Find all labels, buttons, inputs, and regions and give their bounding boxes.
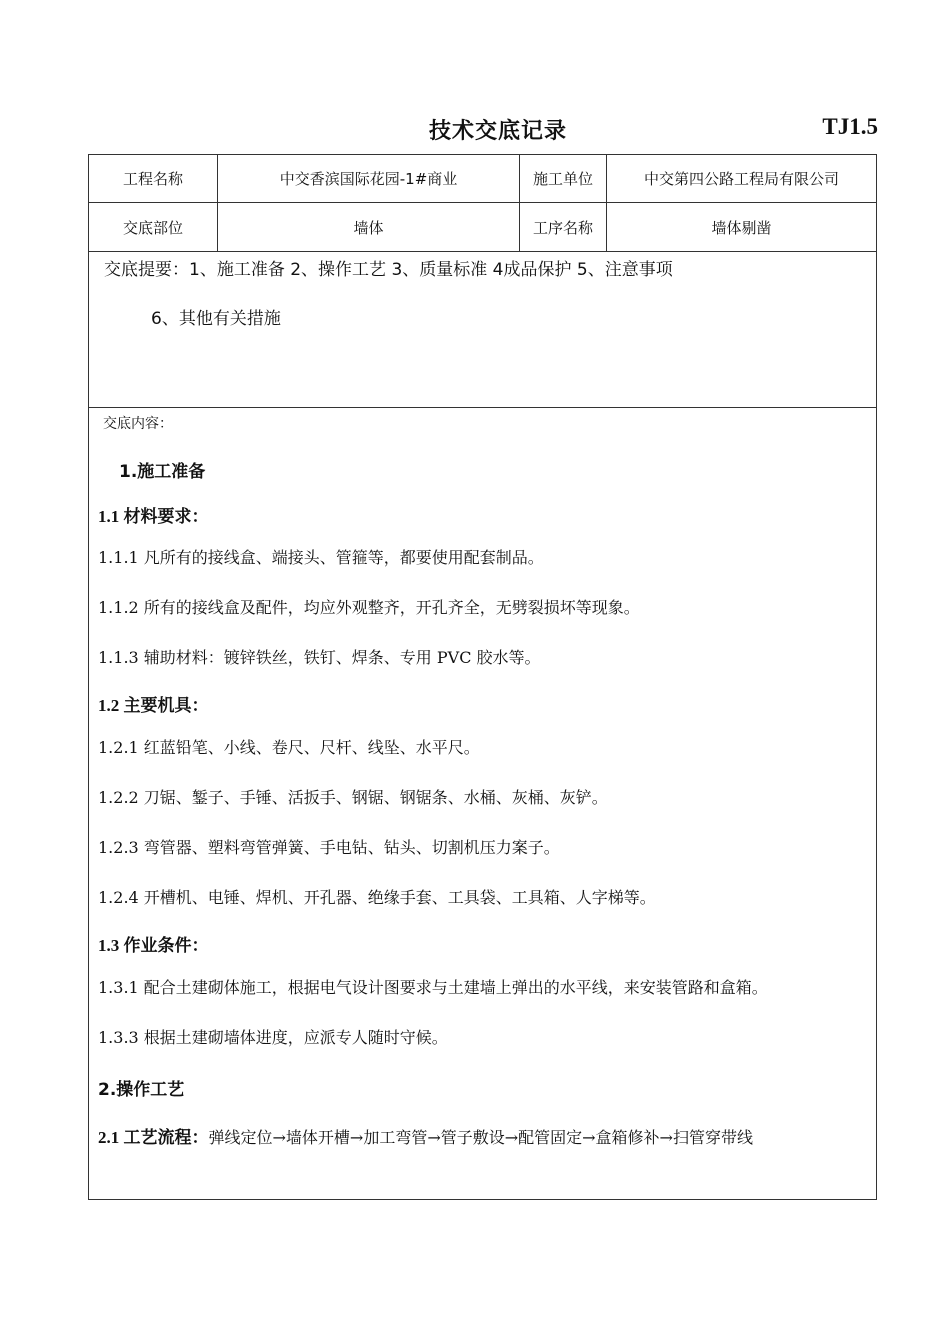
- location-value: 墙体: [218, 203, 520, 251]
- paragraph-1-2-1: 1.2.1 红蓝铅笔、小线、卷尺、尺杆、线坠、水平尺。: [98, 738, 480, 757]
- contractor-label: 施工单位: [520, 155, 607, 202]
- location-label: 交底部位: [89, 203, 218, 251]
- paragraph-1-1-2: 1.1.2 所有的接线盒及配件，均应外观整齐，开孔齐全，无劈裂损坏等现象。: [98, 598, 640, 617]
- process-value: 墙体剔凿: [711, 218, 772, 237]
- section-2-1-title: 2.1 工艺流程：: [98, 1128, 209, 1147]
- record-table: [88, 154, 877, 1200]
- document-code: TJ1.5: [822, 114, 878, 139]
- paragraph-1-2-4: 1.2.4 开槽机、电锤、焊机、开孔器、绝缘手套、工具袋、工具箱、人字梯等。: [98, 888, 656, 907]
- summary-row: [89, 252, 876, 408]
- section-1-2-title: 1.2 主要机具：: [98, 696, 209, 715]
- contractor-value: 中交第四公路工程局有限公司: [643, 170, 839, 188]
- info-row-location: [89, 203, 876, 252]
- section-2-title: 2.操作工艺: [98, 1080, 185, 1100]
- info-row-project: [89, 155, 876, 203]
- paragraph-1-1-1: 1.1.1 凡所有的接线盒、端接头、管箍等，都要使用配套制品。: [98, 548, 544, 567]
- paragraph-1-1-3: 1.1.3 辅助材料：镀锌铁丝，铁钉、焊条、专用 PVC 胶水等。: [98, 648, 541, 667]
- process-flow-text: 弹线定位→墙体开槽→加工弯管→管子敷设→配管固定→盒箱修补→扫管穿带线: [208, 1128, 753, 1147]
- content-label: 交底内容：: [103, 416, 173, 432]
- paragraph-1-3-3: 1.3.3 根据土建砌墙体进度，应派专人随时守候。: [98, 1028, 448, 1047]
- document-title: 技术交底记录: [428, 119, 567, 144]
- paragraph-2-1: [98, 1125, 870, 1151]
- paragraph-1-2-3: 1.2.3 弯管器、塑料弯管弹簧、手电钻、钻头、切割机压力案子。: [98, 838, 560, 857]
- project-name-label: 工程名称: [89, 155, 218, 202]
- summary-line-2: 6、其他有关措施: [151, 309, 281, 329]
- section-1-title: 1.施工准备: [119, 462, 206, 482]
- paragraph-1-2-2: 1.2.2 刀锯、錾子、手锤、活扳手、钢锯、钢锯条、水桶、灰桶、灰铲。: [98, 788, 608, 807]
- paragraph-1-3-1: 1.3.1 配合土建砌体施工，根据电气设计图要求与土建墙上弹出的水平线，来安装管路和盒箱。: [98, 978, 768, 997]
- section-1-1-title: 1.1 材料要求：: [98, 507, 209, 526]
- summary-line-1: 交底提要：1、施工准备 2、操作工艺 3、质量标准 4成品保护 5、注意事项: [104, 260, 673, 280]
- project-name-value: 中交香滨国际花园-1#商业: [218, 155, 520, 202]
- section-1-3-title: 1.3 作业条件：: [98, 936, 209, 955]
- process-label: 工序名称: [520, 203, 607, 251]
